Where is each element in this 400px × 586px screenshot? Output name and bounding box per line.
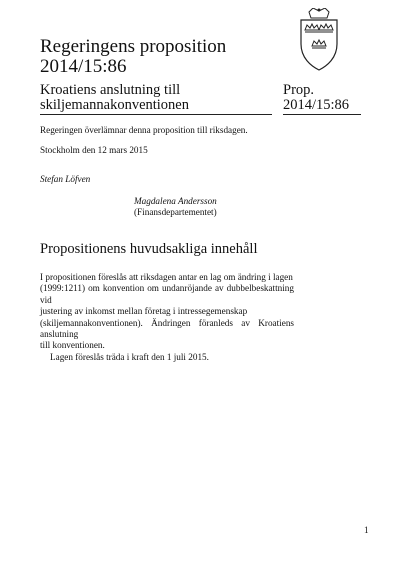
summary-paragraph (40, 272, 294, 363)
subject-line1: Kroatiens anslutning till (40, 82, 181, 98)
subject-underline (40, 114, 272, 115)
coat-of-arms-icon (295, 8, 343, 72)
signer-department: (Finansdepartementet) (134, 207, 217, 217)
section-heading: Propositionens huvudsakliga innehåll (40, 241, 258, 257)
summary-line: till konventionen. (40, 340, 105, 351)
summary-line: I propositionen föreslås att riksdagen antar en lag om ändring i lagen (40, 272, 293, 282)
signer-minister: Magdalena Andersson (134, 196, 217, 206)
summary-line: justering av inkomst mellan företag i intressegemenskap (40, 306, 248, 317)
document-title-line1: Regeringens proposition (40, 36, 227, 57)
intro-text: Regeringen överlämnar denna proposition till riksdagen. (40, 125, 248, 135)
document-number-line: 2014/15:86 (40, 56, 127, 77)
place-date: Stockholm den 12 mars 2015 (40, 145, 148, 155)
subject-line2: skiljemannakonventionen (40, 97, 189, 113)
signer-prime-minister: Stefan Löfven (40, 174, 91, 184)
prop-underline (283, 114, 361, 115)
page-number: 1 (364, 525, 369, 535)
summary-line: (skiljemannakonventionen). Ändringen föranleds av Kroatiens anslutning (40, 317, 294, 340)
prop-number: 2014/15:86 (283, 97, 350, 113)
effective-date-line: Lagen föreslås träda i kraft den 1 juli 2015. (50, 351, 209, 362)
summary-line: (1999:1211) om konvention om undanröjande av dubbelbeskattning vid (40, 283, 294, 305)
prop-label: Prop. (283, 82, 315, 98)
